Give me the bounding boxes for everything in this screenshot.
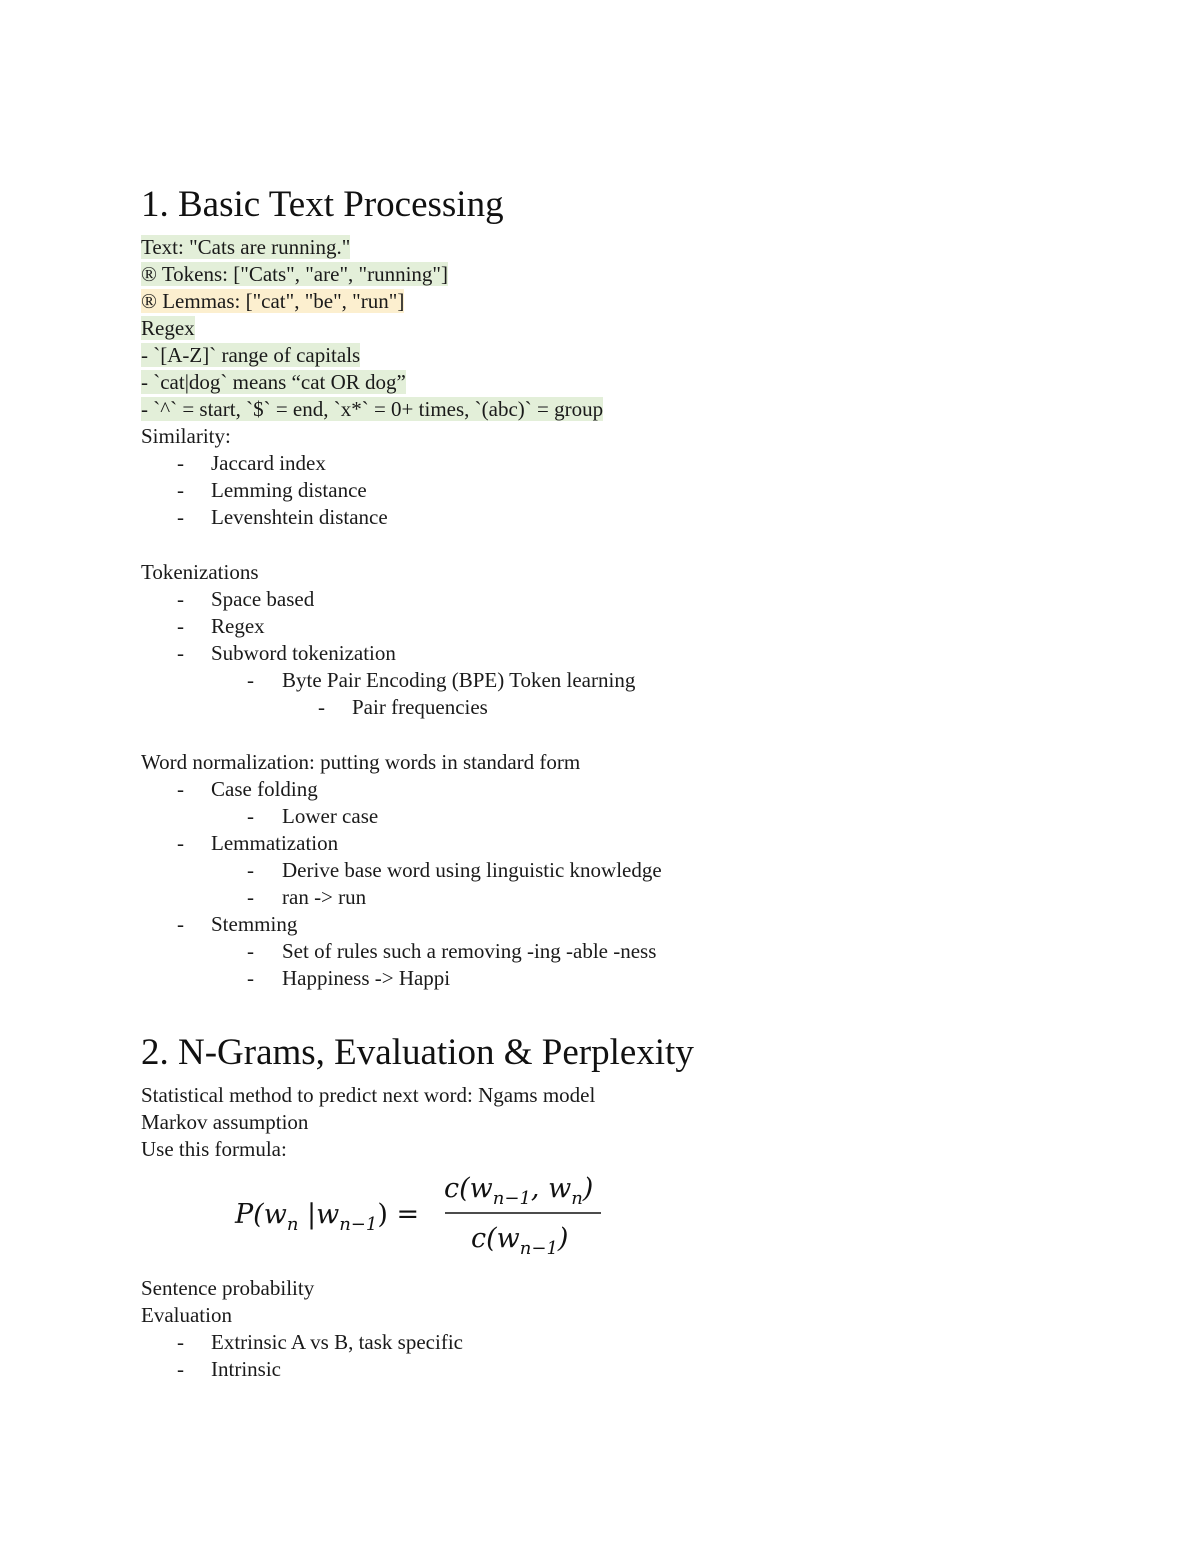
text-line: Use this formula: bbox=[141, 1137, 287, 1161]
list-item: - Regex bbox=[177, 614, 265, 638]
example-tokens-line: ® Tokens: ["Cats", "are", "running"] bbox=[141, 262, 448, 286]
list-item: - Intrinsic bbox=[177, 1357, 281, 1381]
regex-item: - `[A-Z]` range of capitals bbox=[141, 343, 361, 367]
list-item: - Lower case bbox=[247, 804, 379, 828]
section-2-title: 2. N-Grams, Evaluation & Perplexity bbox=[141, 1032, 694, 1073]
list-item: - Lemmatization bbox=[177, 831, 339, 855]
list-item: - Derive base word using linguistic knowledge bbox=[247, 858, 662, 882]
list-item: - Lemming distance bbox=[177, 478, 367, 502]
regex-heading: Regex bbox=[141, 316, 195, 340]
list-item: - Jaccard index bbox=[177, 451, 326, 475]
formula-numerator: $c(w_{n-1}$, $w_n$) bbox=[444, 1173, 594, 1209]
evaluation-heading: Evaluation bbox=[141, 1303, 232, 1327]
formula-denominator: $c(w_{n-1})$ bbox=[471, 1223, 569, 1259]
list-item: - Case folding bbox=[177, 777, 318, 801]
tokenizations-heading: Tokenizations bbox=[141, 560, 259, 584]
bigram-formula bbox=[141, 1167, 1121, 1275]
formula-graphic bbox=[231, 1167, 711, 1267]
list-item: - Stemming bbox=[177, 912, 298, 936]
regex-item: - `cat|dog` means “cat OR dog” bbox=[141, 370, 406, 394]
list-item: - Levenshtein distance bbox=[177, 505, 388, 529]
list-item: - Happiness -> Happi bbox=[247, 966, 451, 990]
list-item: - Space based bbox=[177, 587, 315, 611]
similarity-heading: Similarity: bbox=[141, 424, 231, 448]
document-page bbox=[141, 180, 1121, 1383]
list-item: - Extrinsic A vs B, task specific bbox=[177, 1330, 463, 1354]
list-item: - Subword tokenization bbox=[177, 641, 396, 665]
list-item: - Set of rules such a removing -ing -able -ness bbox=[247, 939, 657, 963]
normalization-heading: Word normalization: putting words in standard form bbox=[141, 750, 581, 774]
list-item: - ran -> run bbox=[247, 885, 367, 909]
section-1-title: 1. Basic Text Processing bbox=[141, 184, 504, 225]
text-line: Sentence probability bbox=[141, 1276, 315, 1300]
example-text-line: Text: "Cats are running." bbox=[141, 235, 351, 259]
regex-item: - `^` = start, `$` = end, `x*` = 0+ times, `(abc)` = group bbox=[141, 397, 604, 421]
list-item: - Byte Pair Encoding (BPE) Token learning bbox=[247, 668, 636, 692]
list-item: - Pair frequencies bbox=[318, 695, 488, 719]
text-line: Statistical method to predict next word: Ngams model bbox=[141, 1083, 596, 1107]
example-lemmas-line: ® Lemmas: ["cat", "be", "run"] bbox=[141, 289, 405, 313]
text-line: Markov assumption bbox=[141, 1110, 309, 1134]
formula-lhs: $P(w_n$ $|w_{n-1}$) = bbox=[235, 1199, 420, 1235]
